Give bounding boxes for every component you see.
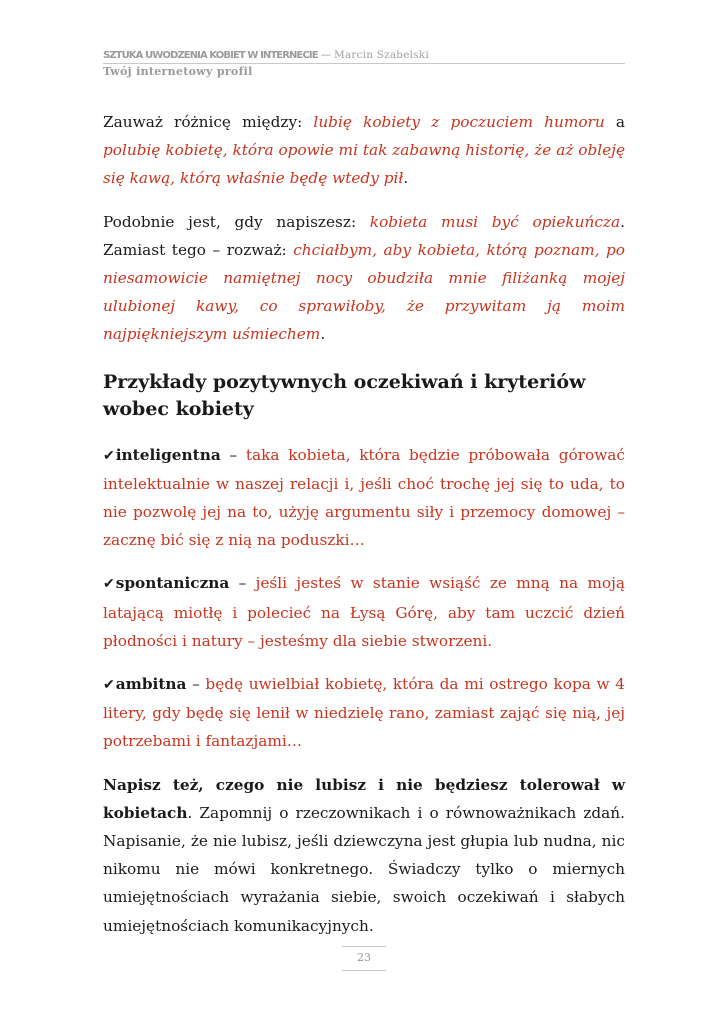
paragraph-humor [103, 108, 625, 193]
checkmark-icon: ✔ [103, 677, 115, 694]
footer-rule [342, 946, 386, 947]
example-phrase: lubię kobiety z poczuciem humoru [313, 113, 605, 131]
text: – [186, 675, 206, 694]
list-item-inteligentna [103, 441, 625, 555]
checkmark-icon: ✔ [103, 576, 115, 593]
example-phrase: kobieta musi być opiekuńcza [369, 212, 621, 231]
item-term: spontaniczna [115, 574, 230, 593]
item-description: taka kobieta, która będzie próbowała górować intelektualnie w naszej relacji i, jeśli choć trochę jej się to uda, to nie pozwolę jej na to, użyję argumentu siły i przemocy domowej – zacznę bić się z nią na poduszki… [103, 445, 625, 550]
text: a [604, 113, 626, 131]
paragraph-caring [103, 208, 625, 349]
text: – [220, 445, 246, 464]
text: . [403, 169, 409, 188]
text: Zauważ różnicę między: [103, 113, 314, 131]
item-term: ambitna [115, 675, 187, 694]
page-body [103, 108, 625, 940]
page-number: 23 [357, 951, 371, 964]
bold-statement: Napisz też, czego nie lubisz i nie będziesz tolerował w kobietach [103, 775, 625, 822]
document-page [103, 0, 625, 1030]
example-phrase: chciałbym, aby kobieta, którą poznam, po niesamowicie namiętnej nocy obudziła mnie filiżanką mojej ulubionej kawy, co sprawiłoby, że przywitam ją moim najpiękniejszym uśmiechem [103, 240, 625, 344]
text: Podobnie jest, gdy napiszesz: [103, 212, 370, 231]
item-term: inteligentna [115, 445, 221, 464]
item-description: jeśli jesteś w stanie wsiąść ze mną na moją latającą miotłę i polecieć na Łysą Górę, aby tam uczcić dzień płodności i natury – jesteśmy dla siebie stworzeni. [103, 574, 625, 650]
paragraph-dislikes [103, 771, 625, 940]
list-item-ambitna [103, 670, 625, 756]
header-separator: — [320, 49, 331, 61]
header-title-line [103, 49, 625, 61]
author-name: Marcin Szabelski [333, 49, 429, 61]
running-header [103, 49, 625, 78]
text: – [229, 574, 256, 593]
checkmark-icon: ✔ [103, 447, 115, 464]
text: . Zapomnij o rzeczownikach i o równoważnikach zdań. Napisanie, że nie lubisz, jeśli dziewczyna jest głupia lub nudna, nic nikomu nie mówi konkretnego. Świadczy tylko o miernych umiejętnościach wyrażania siebie, swoich oczekiwań i słabych umiejętnościach komunikacyjnych. [103, 803, 625, 935]
text: . Zamiast tego – rozważ: [103, 212, 625, 259]
book-title: SZTUKA UWODZENIA KOBIET W INTERNECIE [103, 50, 318, 61]
chapter-title: Twój internetowy profil [103, 65, 253, 78]
footer-rule [342, 970, 386, 971]
header-rule [103, 63, 625, 64]
list-item-spontaniczna [103, 569, 625, 655]
example-phrase: polubię kobietę, która opowie mi tak zabawną historię, że aż obleję się kawą, którą właśnie będę wtedy pił [103, 141, 625, 188]
item-description: będę uwielbiał kobietę, która da mi ostrego kopa w 4 litery, gdy będę się lenił w niedzielę rano, zamiast zająć się nią, jej potrzebami i fantazjami… [103, 675, 626, 751]
text: . [320, 325, 326, 344]
section-heading: Przykłady pozytywnych oczekiwań i kryteriów wobec kobiety [103, 370, 586, 420]
